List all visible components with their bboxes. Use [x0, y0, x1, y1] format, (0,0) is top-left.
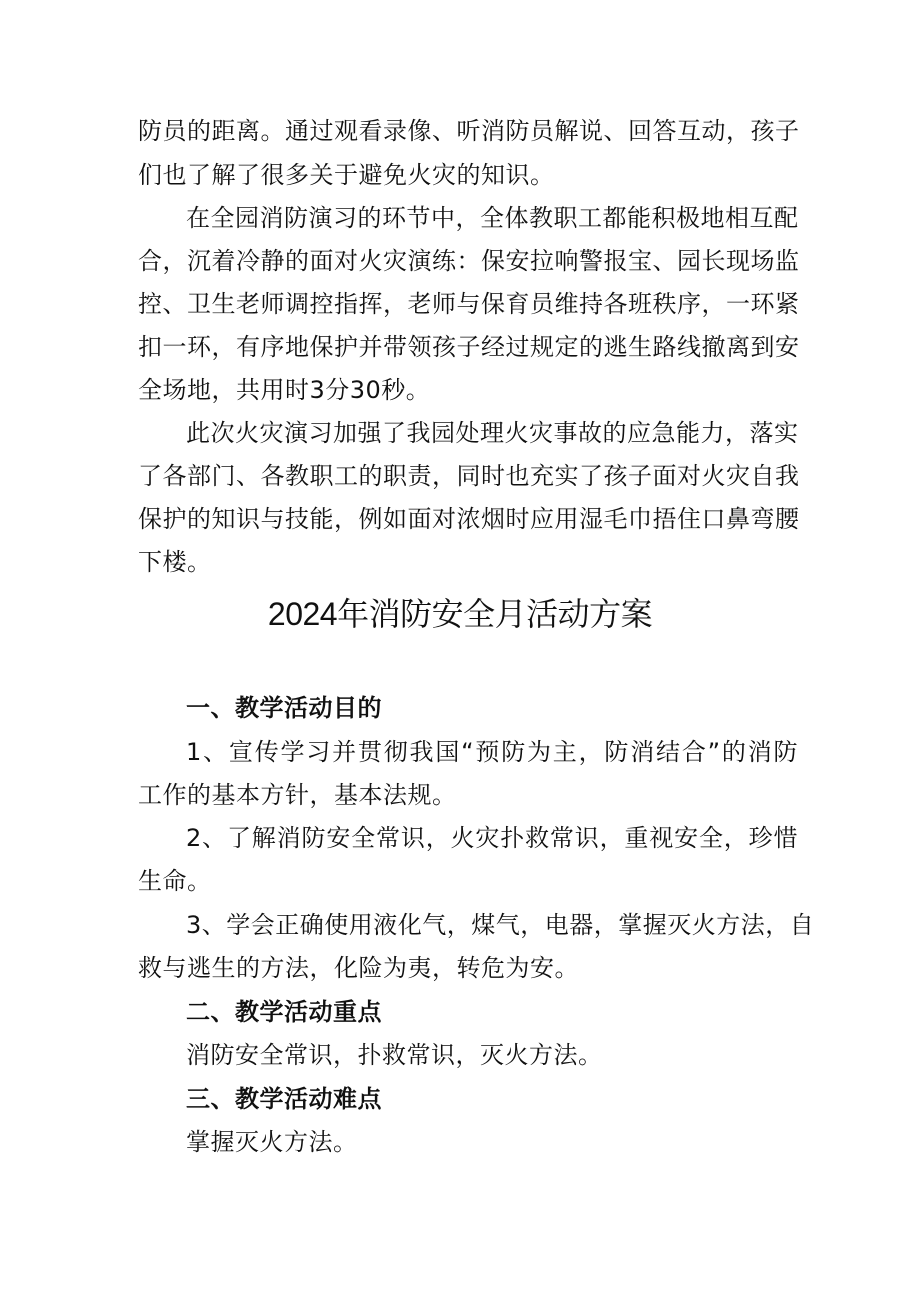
- paragraph-line: 此次火灾演习加强了我园处理火灾事故的应急能力，落实: [186, 419, 799, 447]
- paragraph-line: 在全园消防演习的环节中，全体教职工都能积极地相互配: [186, 204, 799, 232]
- paragraph-line: 防员的距离。通过观看录像、听消防员解说、回答互动，孩子: [138, 117, 800, 145]
- document-title: 2024年消防安全月活动方案: [267, 596, 653, 632]
- paragraph-line: 保护的知识与技能，例如面对浓烟时应用湿毛巾捂住口鼻弯腰: [138, 505, 800, 533]
- section-heading: 一、教学活动目的: [186, 694, 382, 722]
- paragraph-line: 扣一环，有序地保护并带领孩子经过规定的逃生路线撤离到安: [138, 333, 800, 361]
- paragraph-line: 下楼。: [138, 548, 212, 576]
- list-item-line: 救与逃生的方法，化险为夷，转危为安。: [138, 954, 579, 982]
- paragraph-line: 控、卫生老师调控指挥，老师与保育员维持各班秩序，一环紧: [138, 290, 800, 318]
- paragraph-line: 们也了解了很多关于避免火灾的知识。: [138, 161, 555, 189]
- section-body: 掌握灭火方法。: [186, 1128, 358, 1156]
- list-item-line: 3、学会正确使用液化气，煤气，电器，掌握灭火方法，自: [186, 911, 815, 939]
- list-item-line: 工作的基本方针，基本法规。: [138, 781, 457, 809]
- paragraph-line: 合，沉着冷静的面对火灾演练：保安拉响警报宝、园长现场监: [138, 247, 800, 275]
- paragraph-line: 全场地，共用时3分30秒。: [138, 376, 431, 404]
- list-item-line: 1、宣传学习并贯彻我国“预防为主，防消结合”的消防: [186, 738, 798, 766]
- section-body: 消防安全常识，扑救常识，灭火方法。: [186, 1041, 603, 1069]
- list-item-line: 生命。: [138, 867, 212, 895]
- list-item-line: 2、了解消防安全常识，火灾扑救常识，重视安全，珍惜: [186, 824, 798, 852]
- section-heading: 二、教学活动重点: [186, 998, 382, 1026]
- paragraph-line: 了各部门、各教职工的职责，同时也充实了孩子面对火灾自我: [138, 462, 800, 490]
- section-heading: 三、教学活动难点: [186, 1085, 382, 1113]
